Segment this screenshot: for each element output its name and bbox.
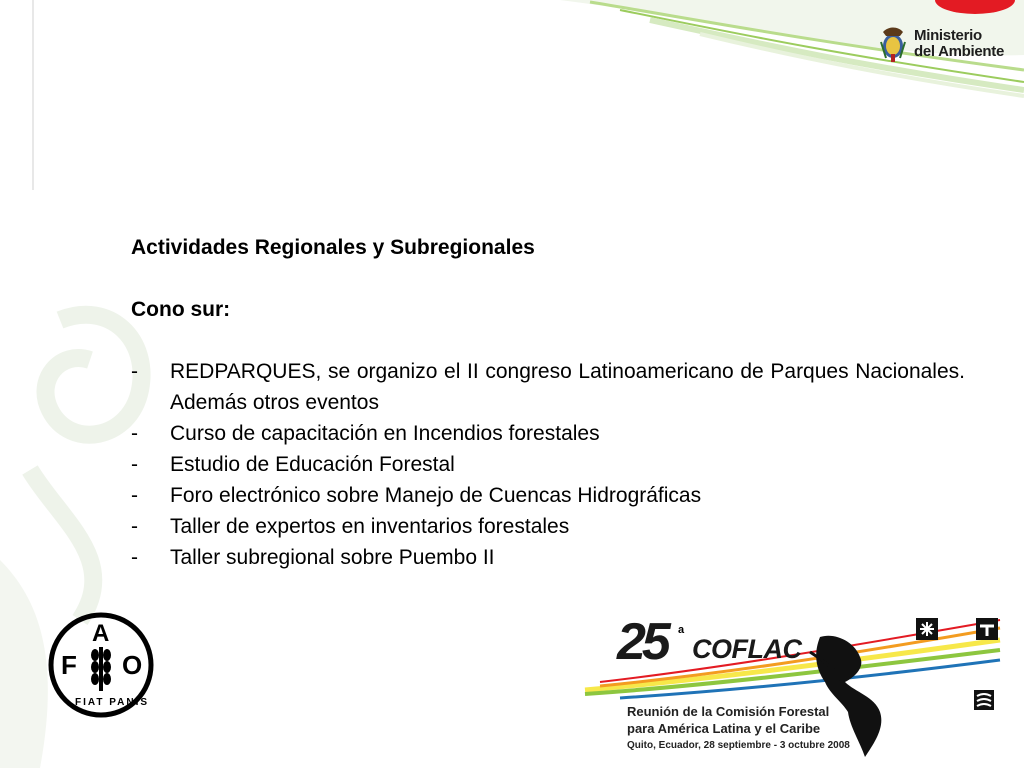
fao-letter-a: A [92, 620, 110, 647]
coflac-ordinal: a [678, 624, 685, 636]
slide-content [131, 232, 965, 573]
activity-list [131, 356, 965, 573]
list-item [131, 449, 965, 480]
list-item [131, 511, 965, 542]
ecuador-seal-icon [878, 24, 908, 64]
fao-letter-o: O [122, 650, 143, 680]
list-item-text: Taller de expertos en inventarios forestales [170, 515, 570, 538]
fao-letter-f: F [61, 650, 77, 680]
list-item-text: Estudio de Educación Forestal [170, 453, 455, 476]
list-item [131, 480, 965, 511]
coflac-number: 25 [617, 613, 667, 671]
bullet-dash: - [131, 422, 138, 445]
coflac-name: COFLAC [692, 634, 802, 664]
list-item-text: REDPARQUES, se organizo el II congreso Latinoamericano de Parques Nacionales. Además otros eventos [170, 360, 965, 414]
bullet-dash: - [131, 546, 138, 569]
list-item-text: Curso de capacitación en Incendios forestales [170, 422, 600, 445]
ministry-name [914, 28, 1004, 60]
ministry-line2: del Ambiente [914, 43, 1005, 60]
ministry-line1: Ministerio [914, 27, 982, 44]
list-item-text: Taller subregional sobre Puembo II [170, 546, 495, 569]
slide-subtitle: Cono sur: [131, 298, 231, 321]
bullet-dash: - [131, 453, 138, 476]
bullet-dash: - [131, 484, 138, 507]
wheat-icon [91, 647, 111, 691]
ministry-logo [878, 20, 1018, 68]
list-item [131, 542, 965, 573]
bullet-dash: - [131, 360, 138, 383]
slide-title: Actividades Regionales y Subregionales [131, 236, 535, 259]
coflac-date: Quito, Ecuador, 28 septiembre - 3 octubre 2008 [627, 740, 850, 751]
coflac-line1: Reunión de la Comisión Forestal [627, 704, 830, 719]
list-item [131, 356, 965, 418]
coflac-subtitle [627, 703, 867, 737]
list-item-text: Foro electrónico sobre Manejo de Cuencas Hidrográficas [170, 484, 702, 507]
list-item [131, 418, 965, 449]
fao-motto: FIAT PANIS [75, 697, 150, 708]
bullet-dash: - [131, 515, 138, 538]
coflac-line2: para América Latina y el Caribe [627, 721, 821, 736]
fao-logo [47, 611, 155, 719]
